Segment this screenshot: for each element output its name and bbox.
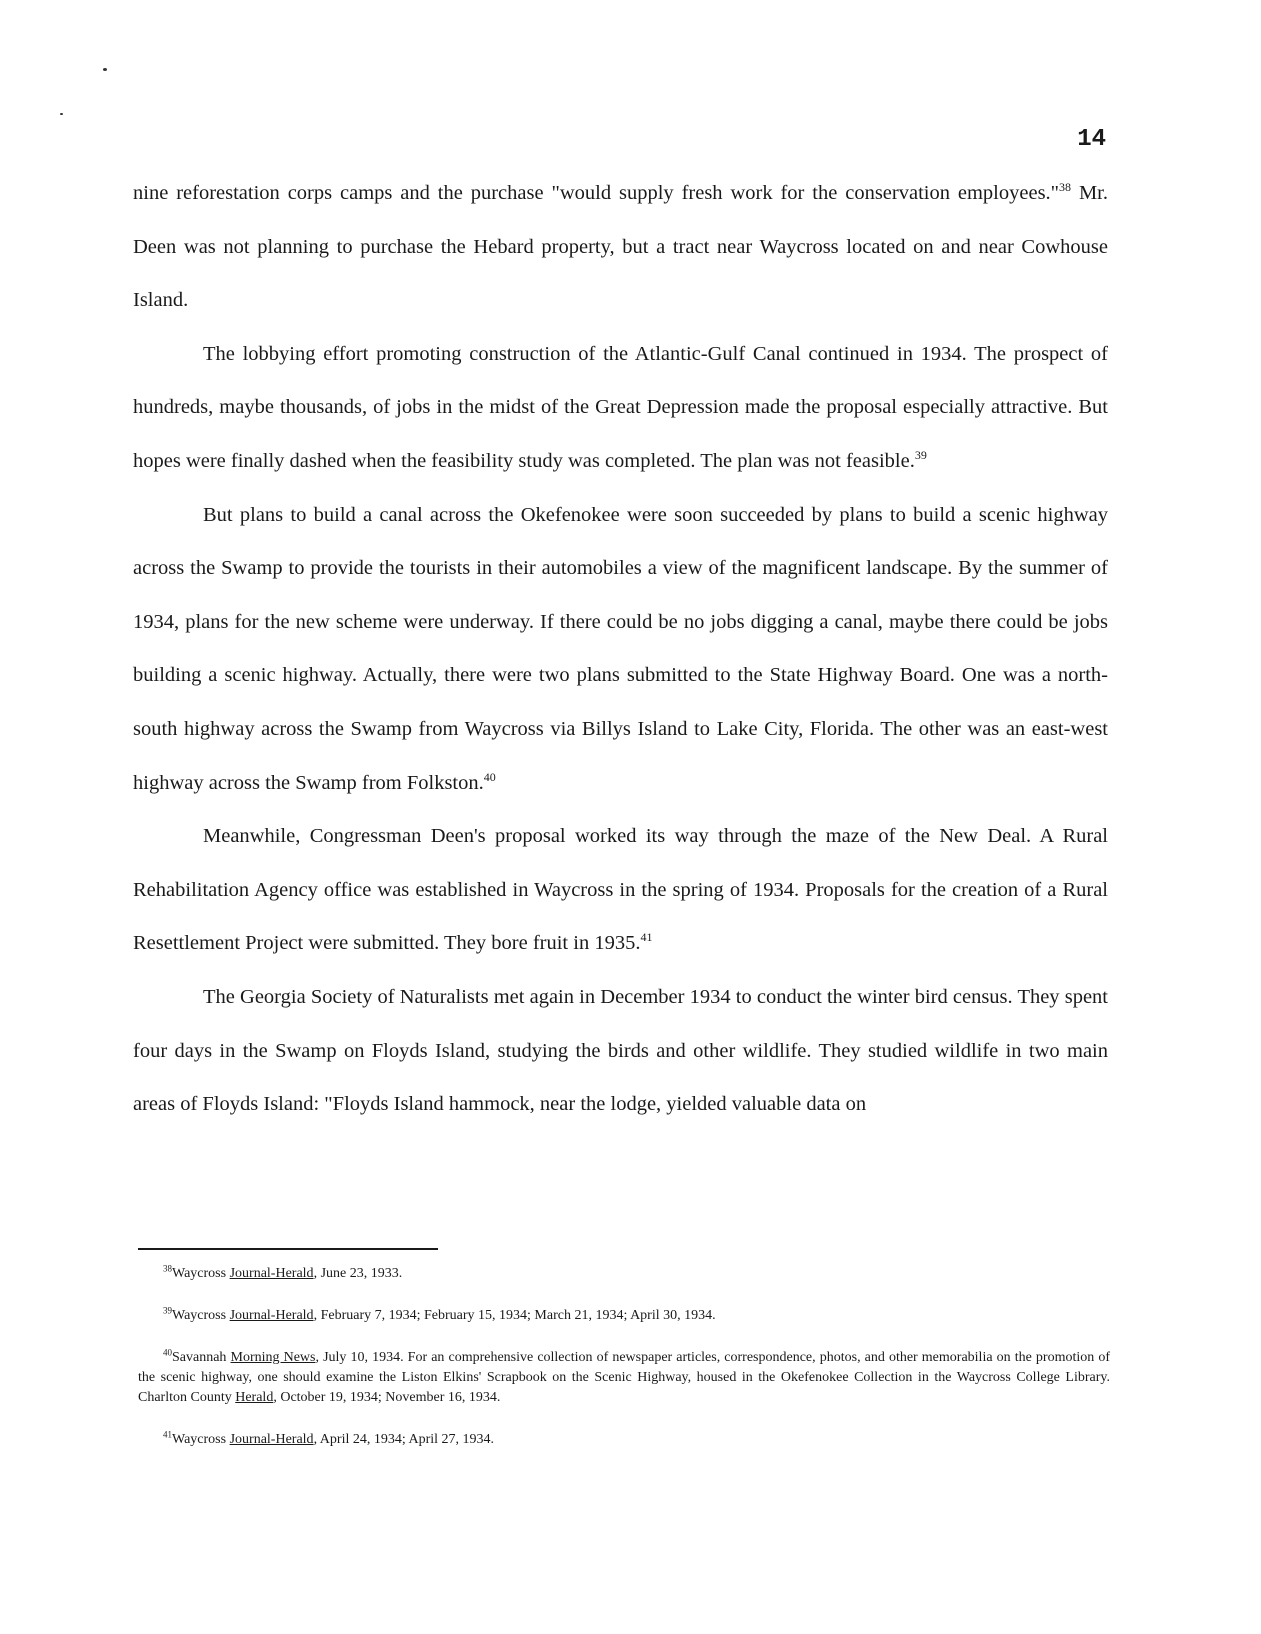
text-run: Waycross <box>172 1266 230 1281</box>
text-run: nine reforestation corps camps and the purchase "would supply fresh work for the conservation employees." <box>133 182 1060 204</box>
footnote <box>138 1264 1110 1284</box>
text-run: , October 19, 1934; November 16, 1934. <box>273 1390 501 1405</box>
body-paragraph <box>133 971 1108 1132</box>
text-run: Mr. Deen was not planning to purchase the Hebard property, but a tract near Waycross located on and near Cowhouse Island. <box>133 182 1108 312</box>
scan-speck <box>60 113 63 115</box>
scan-speck <box>103 68 107 71</box>
footnote-marker: 41 <box>640 930 653 945</box>
publication-title: Morning News <box>230 1350 316 1365</box>
body-paragraph <box>133 328 1108 489</box>
footnote-marker: 40 <box>483 769 496 784</box>
publication-title: Journal-Herald <box>229 1432 314 1447</box>
body-paragraph <box>133 489 1108 811</box>
body-paragraph <box>133 167 1108 328</box>
footnote <box>138 1348 1110 1408</box>
footnote-marker: 40 <box>163 1347 172 1358</box>
text-run: , April 24, 1934; April 27, 1934. <box>313 1432 495 1447</box>
body-paragraph <box>133 810 1108 971</box>
text-run: The Georgia Society of Naturalists met again in December 1934 to conduct the winter bird census. They spent four days in the Swamp on Floyds Island, studying the birds and other wildlife. They studied wildlife in two main areas of Floyds Island: "Floyds Island hammock, near the lodge, yielded valuable data on <box>133 985 1108 1116</box>
page-number: 14 <box>1077 126 1106 153</box>
footnotes <box>138 1264 1110 1472</box>
publication-title: Herald <box>235 1390 274 1405</box>
text-run: , February 7, 1934; February 15, 1934; March 21, 1934; April 30, 1934. <box>313 1308 716 1323</box>
text-run: , July 10, 1934. For an comprehensive collection of newspaper articles, correspondence, photos, and other memorabilia on the promotion of the scenic highway, one should examine the Liston Elkins' Scrapbook on the Scenic Highway, housed in the Okefenokee Collection in the Waycross College Library. Charlton County <box>138 1350 1110 1405</box>
footnote <box>138 1430 1110 1450</box>
text-run: Waycross <box>172 1432 230 1447</box>
publication-title: Journal-Herald <box>229 1308 314 1323</box>
text-run: Waycross <box>172 1308 230 1323</box>
text-run: Savannah <box>172 1350 231 1365</box>
footnote-marker: 38 <box>1059 180 1072 195</box>
publication-title: Journal-Herald <box>229 1266 314 1281</box>
footnote <box>138 1306 1110 1326</box>
footnote-marker: 39 <box>914 448 927 463</box>
footnote-marker: 38 <box>163 1263 172 1274</box>
text-run: But plans to build a canal across the Okefenokee were soon succeeded by plans to build a scenic highway across the Swamp to provide the tourists in their automobiles a view of the magnificent landscape. By the summer of 1934, plans for the new scheme were underway. If there could be no jobs digging a canal, maybe there could be jobs building a scenic highway. Actually, there were two plans submitted to the State Highway Board. One was a north-south highway across the Swamp from Waycross via Billys Island to Lake City, Florida. The other was an east-west highway across the Swamp from Folkston. <box>133 503 1108 794</box>
footnote-marker: 41 <box>163 1429 172 1440</box>
body-text <box>133 167 1108 1132</box>
footnote-separator <box>138 1248 438 1250</box>
footnote-marker: 39 <box>163 1305 172 1316</box>
text-run: Meanwhile, Congressman Deen's proposal worked its way through the maze of the New Deal. A Rural Rehabilitation Agency office was established in Waycross in the spring of 1934. Proposals for the creation of a Rural Resettlement Project were submitted. They bore fruit in 1935. <box>133 825 1108 955</box>
text-run: The lobbying effort promoting construction of the Atlantic-Gulf Canal continued in 1934. The prospect of hundreds, maybe thousands, of jobs in the midst of the Great Depression made the proposal especially attractive. But hopes were finally dashed when the feasibility study was completed. The plan was not feasible. <box>133 342 1108 472</box>
text-run: , June 23, 1933. <box>313 1266 403 1281</box>
